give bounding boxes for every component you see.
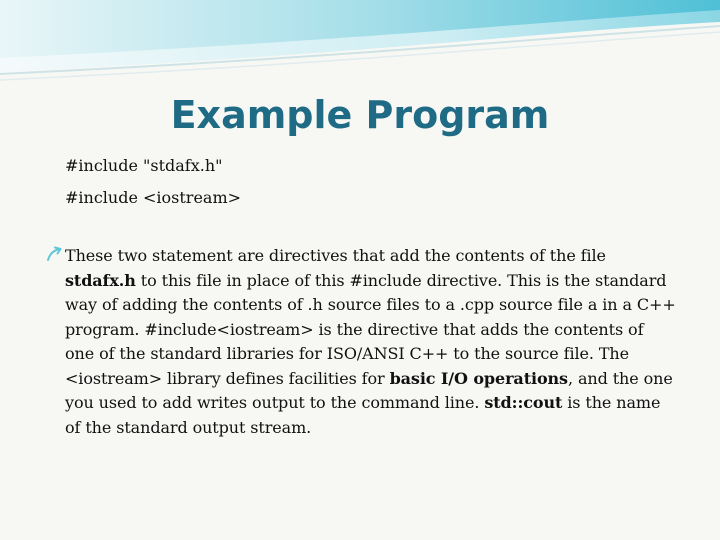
code-line-include-iostream: #include <iostream> [65, 188, 242, 207]
code-line-include-stdafx: #include "stdafx.h" [65, 156, 223, 175]
bullet-text-segment: to this file in place of this #include directive. This is the standard way of adding the contents of .h source files to a .cpp source file a in a C++ program. #include<iostream> is the directive that adds the contents of one of the standard libraries for ISO/ANSI C++ to the source file. The <iostream> library defines facilities for [65, 270, 676, 388]
slide-title: Example Program [170, 93, 550, 137]
bullet-text-segment: These two statement are directives that add the contents of the file [65, 246, 606, 265]
bullet-text-segment: , and the one you used to add writes output to the command line. [65, 368, 673, 412]
bullet-text-segment: is the name of the standard output stream. [65, 393, 661, 437]
bullet-text [65, 244, 677, 440]
bullet-text-bold-cout: std::cout [484, 393, 563, 412]
header-wave-decoration [0, 0, 720, 90]
bullet-arrow-icon [45, 245, 63, 263]
bullet-text-bold-stdafx: stdafx.h [65, 270, 136, 290]
bullet-text-bold-io: basic I/O operations [389, 368, 568, 388]
